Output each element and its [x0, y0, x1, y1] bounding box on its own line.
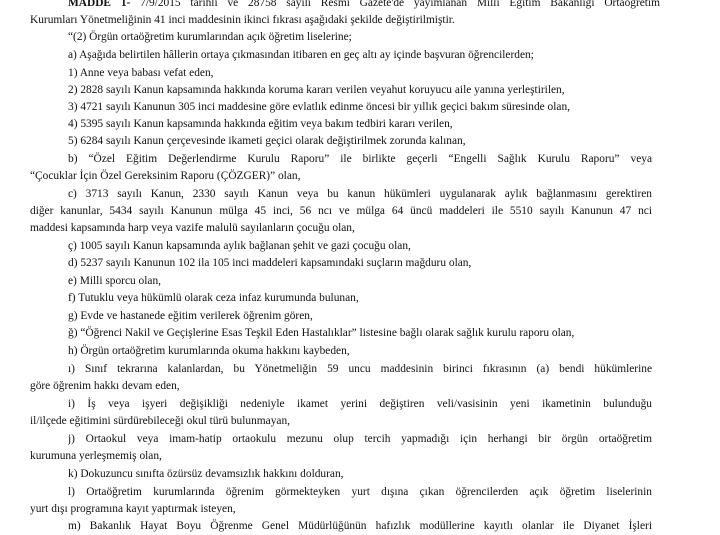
text-line: d) 5237 sayılı Kanunun 102 ila 105 inci maddeleri kapsamındaki suçların mağduru olan,: [68, 257, 472, 269]
text-line: Kurumları Yönetmeliğinin 41 inci maddesinin ikinci fıkrası aşağıdaki şekilde değiştirilmiştir.: [30, 14, 455, 26]
text-line: m) Bakanlık Hayat Boyu Öğrenme Genel Müdürlüğünün hafızlık modüllerine kayıtlı olanlar ile Diyanet İşleri: [68, 520, 652, 532]
text-line: i) İş veya işyeri değişikliği nedeniyle ikamet yerini değiştiren veli/vasisinin yeni ikametinin bulunduğu: [68, 398, 652, 410]
text-line: ı) Sınıf tekrarına kalanlardan, bu Yönetmeliğin 59 uncu maddesinin birinci fıkrasının (a) bendi hükümlerine: [68, 363, 652, 375]
text-line: “(2) Örgün ortaöğretim kurumlarından açık öğretim liselerine;: [68, 31, 352, 43]
text-line: göre öğrenim hakkı devam eden,: [30, 380, 180, 392]
text-line: j) Ortaokul veya imam-hatip ortaokulu mezunu olup tercih yapmadığı için herhangi bir örgün ortaöğretim: [68, 433, 652, 445]
text-line: c) 3713 sayılı Kanun, 2330 sayılı Kanun veya bu kanun hükümleri uygulanarak aylık bağlanmasını gerektiren: [68, 188, 652, 200]
text-line: kurumuna yerleşmemiş olan,: [30, 450, 162, 462]
text-line: 1) Anne veya babası vefat eden,: [68, 67, 214, 79]
text-line: diğer kanunlar, 5434 sayılı Kanunun mülga 45 inci, 56 ncı ve mülga 64 üncü maddeleri ile 5510 sayılı Kanunun 47 nci: [30, 205, 652, 217]
text-line: a) Aşağıda belirtilen hâllerin ortaya çıkmasından itibaren en geç altı ay içinde başvuran öğrencilerden;: [68, 49, 534, 61]
article-number: MADDE 1-: [68, 0, 131, 9]
text-line: 3) 4721 sayılı Kanunun 305 inci maddesine göre evlatlık edinme öncesi bir yıllık geçici bakım süresinde olan,: [68, 101, 571, 113]
text-line: il/ilçede eğitimini sürdürebileceği okul türü bulunmayan,: [30, 415, 291, 427]
text-line: b) “Özel Eğitim Değerlendirme Kurulu Raporu” ile birlikte geçerli “Engelli Sağlık Kurulu Raporu” veya: [68, 153, 652, 165]
text-line: l) Ortaöğretim kurumlarında öğrenim görmekteyken yurt dışına çıkan öğrencilerden açık öğretim liselerinin: [68, 486, 652, 498]
text-line: maddesi kapsamında harp veya vazife malulü sayılanların çocuğu olan,: [30, 222, 355, 234]
text-line: 4) 5395 sayılı Kanun kapsamında hakkında eğitim veya bakım tedbiri kararı verilen,: [68, 118, 453, 130]
text-line: e) Milli sporcu olan,: [68, 275, 162, 287]
text-line: ğ) “Öğrenci Nakil ve Geçişlerine Esas Teşkil Eden Hastalıklar” listesine bağlı olarak sağlık kurulu raporu olan,: [68, 327, 575, 339]
text-line: 2) 2828 sayılı Kanun kapsamında hakkında koruma kararı verilen veyahut koruyucu aile yanına yerleştirilen,: [68, 84, 565, 96]
text-line: yurt dışı programına kayıt yaptırmak isteyen,: [30, 503, 236, 515]
text-line: MADDE 1- 7/9/2015 tarihli ve 28758 sayılı Resmî Gazete'de yayımlanan Millî Eğitim Bakanlığı Ortaöğretim: [68, 0, 660, 12]
text-line: f) Tutuklu veya hükümlü olarak ceza infaz kurumunda bulunan,: [68, 292, 359, 304]
text-line: 5) 6284 sayılı Kanun çerçevesinde ikameti geçici olarak değiştirilmek zorunda kalınan,: [68, 135, 466, 147]
text-line: ç) 1005 sayılı Kanun kapsamında aylık bağlanan şehit ve gazi çocuğu olan,: [68, 240, 411, 252]
text-line: h) Örgün ortaöğretim kurumlarında okuma hakkını kaybeden,: [68, 345, 350, 357]
text-line: “Çocuklar İçin Özel Gereksinim Raporu (ÇÖZGER)” olan,: [30, 170, 301, 182]
text-line: k) Dokuzuncu sınıfta özürsüz devamsızlık hakkını dolduran,: [68, 468, 344, 480]
text-line: g) Evde ve hastanede eğitim verilerek öğrenim gören,: [68, 310, 313, 322]
